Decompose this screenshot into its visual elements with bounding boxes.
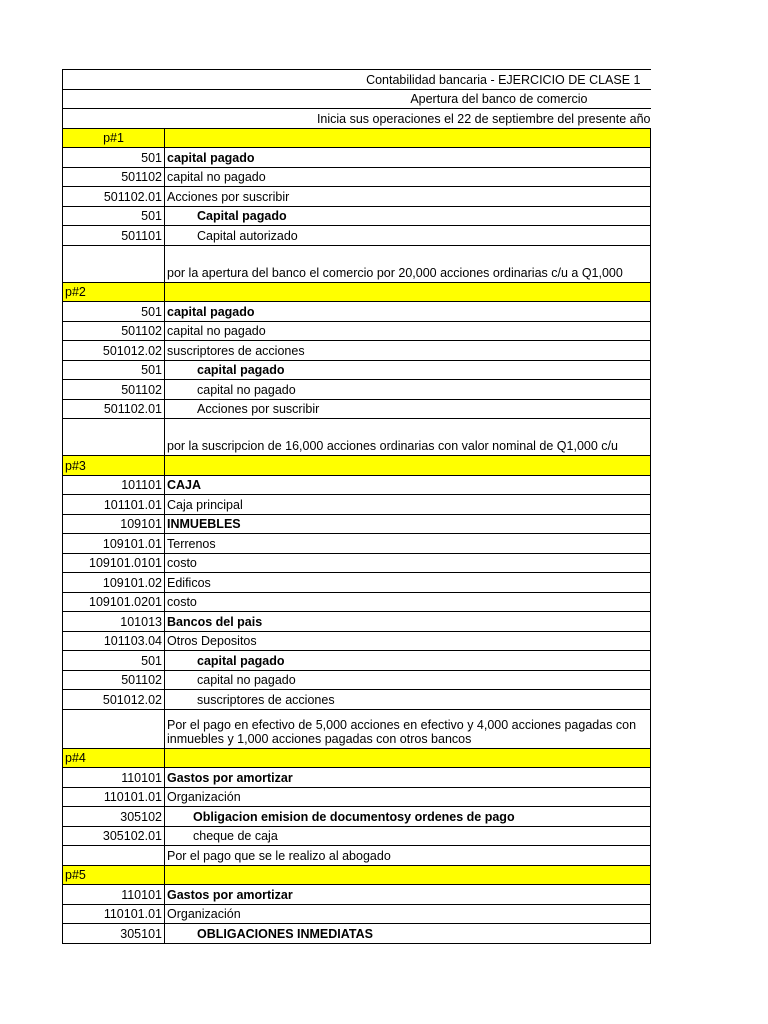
account-name-cell[interactable]: OBLIGACIONES INMEDIATAS <box>165 924 651 944</box>
account-name-cell[interactable]: capital pagado <box>165 360 651 380</box>
table-row <box>63 534 651 554</box>
table-row <box>63 612 651 632</box>
account-code-cell[interactable]: 501012.02 <box>63 341 165 361</box>
header-row <box>63 89 651 109</box>
table-row <box>63 924 651 944</box>
account-name-cell[interactable]: Bancos del pais <box>165 612 651 632</box>
account-code-cell[interactable]: 305102.01 <box>63 826 165 846</box>
account-code-cell[interactable]: 110101.01 <box>63 904 165 924</box>
account-name-cell[interactable]: Gastos por amortizar <box>165 885 651 905</box>
table-row <box>63 380 651 400</box>
account-name-cell[interactable]: Otros Depositos <box>165 631 651 651</box>
account-name-cell[interactable]: Gastos por amortizar <box>165 768 651 788</box>
entry-description[interactable]: por la suscripcion de 16,000 acciones ordinarias con valor nominal de Q1,000 c/u <box>165 419 651 456</box>
description-row <box>63 245 651 282</box>
table-row <box>63 148 651 168</box>
entry-label[interactable]: p#3 <box>63 456 165 476</box>
account-code-cell[interactable]: 305102 <box>63 807 165 827</box>
account-name-cell[interactable]: CAJA <box>165 475 651 495</box>
header-row <box>63 109 651 129</box>
table-row <box>63 651 651 671</box>
account-name-cell[interactable]: costo <box>165 592 651 612</box>
table-row <box>63 226 651 246</box>
entry-label[interactable]: p#5 <box>63 865 165 885</box>
table-row <box>63 631 651 651</box>
account-name-cell[interactable]: Organización <box>165 904 651 924</box>
account-name-cell[interactable]: capital pagado <box>165 651 651 671</box>
table-row <box>63 187 651 207</box>
account-name-cell[interactable]: Obligacion emision de documentosy ordenes de pago <box>165 807 651 827</box>
account-name-cell[interactable]: suscriptores de acciones <box>165 690 651 710</box>
account-code-cell[interactable]: 501102 <box>63 380 165 400</box>
account-name-cell[interactable]: suscriptores de acciones <box>165 341 651 361</box>
account-code-cell[interactable]: 109101.0201 <box>63 592 165 612</box>
sheet-intro[interactable]: Inicia sus operaciones el 22 de septiembre del presente año <box>63 109 651 129</box>
description-row <box>63 846 651 866</box>
empty-cell[interactable] <box>63 245 165 282</box>
entry-header-cell[interactable] <box>165 456 651 476</box>
table-row <box>63 553 651 573</box>
entry-header-row <box>63 456 651 476</box>
account-code-cell[interactable]: 501 <box>63 302 165 322</box>
sheet-title[interactable]: Contabilidad bancaria - EJERCICIO DE CLASE 1 <box>63 70 651 90</box>
entry-header-row <box>63 282 651 302</box>
empty-cell[interactable] <box>63 846 165 866</box>
entry-header-row <box>63 128 651 148</box>
header-row <box>63 70 651 90</box>
entry-header-cell[interactable] <box>165 865 651 885</box>
account-name-cell[interactable]: capital no pagado <box>165 670 651 690</box>
table-row <box>63 360 651 380</box>
account-name-cell[interactable]: capital pagado <box>165 302 651 322</box>
account-name-cell[interactable]: cheque de caja <box>165 826 651 846</box>
empty-cell[interactable] <box>63 419 165 456</box>
empty-cell[interactable] <box>63 709 165 748</box>
table-row <box>63 787 651 807</box>
account-code-cell[interactable]: 501 <box>63 206 165 226</box>
account-name-cell[interactable]: Acciones por suscribir <box>165 187 651 207</box>
table-row <box>63 206 651 226</box>
account-code-cell[interactable]: 101101.01 <box>63 495 165 515</box>
table-row <box>63 670 651 690</box>
account-name-cell[interactable]: capital pagado <box>165 148 651 168</box>
entry-header-cell[interactable] <box>165 128 651 148</box>
table-row <box>63 807 651 827</box>
entry-header-row <box>63 748 651 768</box>
account-code-cell[interactable]: 501 <box>63 651 165 671</box>
entry-label[interactable]: p#4 <box>63 748 165 768</box>
table-row <box>63 341 651 361</box>
journal-sheet <box>62 69 651 944</box>
account-code-cell[interactable]: 501102 <box>63 167 165 187</box>
account-code-cell[interactable]: 109101.02 <box>63 573 165 593</box>
account-code-cell[interactable]: 501102.01 <box>63 399 165 419</box>
account-code-cell[interactable]: 109101 <box>63 514 165 534</box>
table-row <box>63 826 651 846</box>
account-code-cell[interactable]: 305101 <box>63 924 165 944</box>
table-row <box>63 475 651 495</box>
account-code-cell[interactable]: 501 <box>63 148 165 168</box>
account-name-cell[interactable]: capital no pagado <box>165 321 651 341</box>
table-row <box>63 495 651 515</box>
table-row <box>63 321 651 341</box>
account-code-cell[interactable]: 101101 <box>63 475 165 495</box>
account-code-cell[interactable]: 501102 <box>63 321 165 341</box>
account-code-cell[interactable]: 501102 <box>63 670 165 690</box>
entry-label[interactable]: p#1 <box>63 128 165 148</box>
account-code-cell[interactable]: 101103.04 <box>63 631 165 651</box>
account-name-cell[interactable]: INMUEBLES <box>165 514 651 534</box>
account-name-cell[interactable]: Acciones por suscribir <box>165 399 651 419</box>
account-name-cell[interactable]: costo <box>165 553 651 573</box>
account-code-cell[interactable]: 110101.01 <box>63 787 165 807</box>
account-name-cell[interactable]: Organización <box>165 787 651 807</box>
sheet-subtitle[interactable]: Apertura del banco de comercio <box>63 89 651 109</box>
account-code-cell[interactable]: 109101.01 <box>63 534 165 554</box>
account-code-cell[interactable]: 110101 <box>63 885 165 905</box>
entry-label[interactable]: p#2 <box>63 282 165 302</box>
table-row <box>63 592 651 612</box>
account-code-cell[interactable]: 110101 <box>63 768 165 788</box>
account-name-cell[interactable]: Edificos <box>165 573 651 593</box>
entry-description[interactable]: por la apertura del banco el comercio por 20,000 acciones ordinarias c/u a Q1,000 <box>165 245 651 282</box>
account-name-cell[interactable]: Caja principal <box>165 495 651 515</box>
table-row <box>63 904 651 924</box>
account-code-cell[interactable]: 501 <box>63 360 165 380</box>
entry-header-cell[interactable] <box>165 748 651 768</box>
entry-description[interactable]: Por el pago que se le realizo al abogado <box>165 846 651 866</box>
account-code-cell[interactable]: 501101 <box>63 226 165 246</box>
account-code-cell[interactable]: 101013 <box>63 612 165 632</box>
account-name-cell[interactable]: capital no pagado <box>165 167 651 187</box>
entry-description[interactable]: Por el pago en efectivo de 5,000 acciones en efectivo y 4,000 acciones pagadas con inmuebles y 1,000 acciones pagadas con otros bancos <box>165 709 651 748</box>
account-code-cell[interactable]: 501102.01 <box>63 187 165 207</box>
table-row <box>63 399 651 419</box>
table-row <box>63 690 651 710</box>
account-code-cell[interactable]: 109101.0101 <box>63 553 165 573</box>
table-row <box>63 302 651 322</box>
entry-header-row <box>63 865 651 885</box>
description-row <box>63 419 651 456</box>
table-row <box>63 885 651 905</box>
account-name-cell[interactable]: Capital pagado <box>165 206 651 226</box>
table-row <box>63 514 651 534</box>
entry-header-cell[interactable] <box>165 282 651 302</box>
account-name-cell[interactable]: Capital autorizado <box>165 226 651 246</box>
description-row <box>63 709 651 748</box>
account-code-cell[interactable]: 501012.02 <box>63 690 165 710</box>
account-name-cell[interactable]: capital no pagado <box>165 380 651 400</box>
table-row <box>63 768 651 788</box>
table-row <box>63 573 651 593</box>
account-name-cell[interactable]: Terrenos <box>165 534 651 554</box>
table-row <box>63 167 651 187</box>
